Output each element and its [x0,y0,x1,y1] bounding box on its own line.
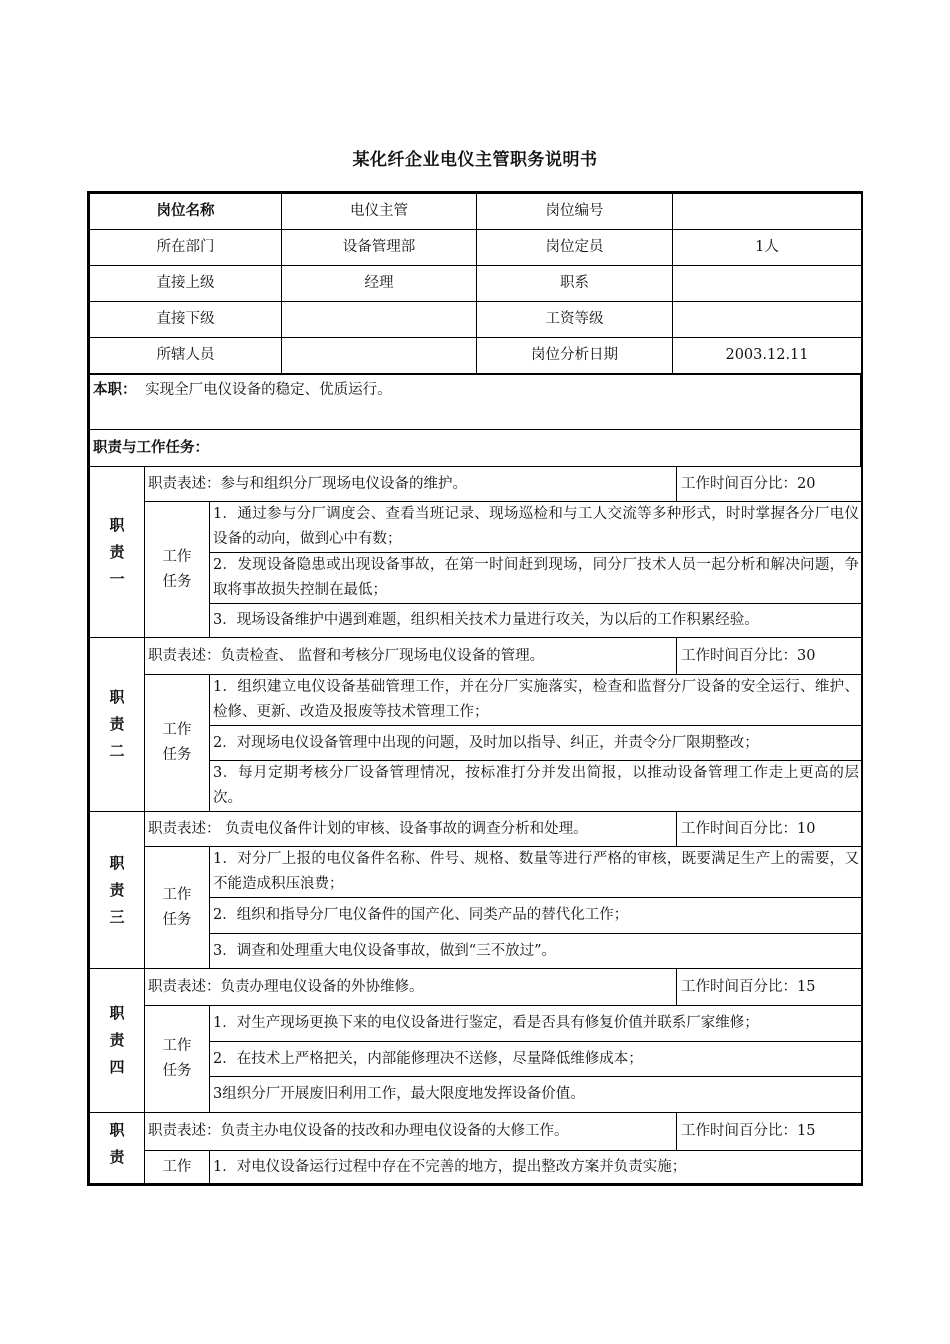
info-value: 经理 [282,266,477,302]
task-row [90,847,862,898]
task-row [90,502,862,553]
info-value [673,194,862,230]
task-item: 1．通过参与分厂调度会、查看当班记录、现场巡检和与工人交流等多种形式，时时掌握各分厂电仪设备的动向，做到心中有数； [210,502,862,553]
info-row [90,302,862,338]
task-label: 工作 任务 [145,675,210,812]
benzhi-label: 本职： [93,382,137,398]
job-description-table [87,191,863,1186]
info-value [673,266,862,302]
task-row [90,1151,862,1184]
info-label: 工资等级 [477,302,673,338]
info-row [90,338,862,374]
info-label: 直接上级 [90,266,282,302]
duty-percentage: 工作时间百分比：20 [677,467,862,502]
task-label: 工作 任务 [145,847,210,969]
info-label: 岗位分析日期 [477,338,673,374]
task-item: 3．调查和处理重大电仪设备事故，做到“三不放过”。 [210,934,862,969]
info-value: 电仪主管 [282,194,477,230]
duty-description: 职责表述：参与和组织分厂现场电仪设备的维护。 [145,467,677,502]
info-value [282,338,477,374]
benzhi-table [89,373,861,467]
task-item: 2．发现设备隐患或出现设备事故，在第一时间赶到现场，同分厂技术人员一起分析和解决问题，争取将事故损失控制在最低； [210,553,862,604]
task-label: 工作 任务 [145,1006,210,1113]
info-value [673,302,862,338]
task-item: 1．对分厂上报的电仪备件名称、件号、规格、数量等进行严格的审核，既要满足生产上的需要，又不能造成积压浪费； [210,847,862,898]
info-row [90,194,862,230]
info-label: 直接下级 [90,302,282,338]
task-item: 1．对电仪设备运行过程中存在不完善的地方，提出整改方案并负责实施； [210,1151,862,1184]
duties-table [89,466,862,1184]
info-label: 岗位名称 [90,194,282,230]
duty-percentage: 工作时间百分比：15 [677,969,862,1006]
info-value: 设备管理部 [282,230,477,266]
info-value [282,302,477,338]
task-item: 3．现场设备维护中遇到难题，组织相关技术力量进行攻关，为以后的工作积累经验。 [210,604,862,638]
duty-description: 职责表述：负责办理电仪设备的外协维修。 [145,969,677,1006]
duty-label: 职 责 四 [90,969,145,1113]
document-title: 某化纤企业电仪主管职务说明书 [352,150,598,170]
duty-label: 职 责 一 [90,467,145,638]
task-item: 2．对现场电仪设备管理中出现的问题，及时加以指导、纠正，并责令分厂限期整改； [210,726,862,761]
task-item: 1．组织建立电仪设备基础管理工作，并在分厂实施落实，检查和监督分厂设备的安全运行、维护、检修、更新、改造及报废等技术管理工作； [210,675,862,726]
duty-label: 职 责 二 [90,638,145,812]
info-label: 职系 [477,266,673,302]
duty-percentage: 工作时间百分比：30 [677,638,862,675]
task-item: 1．对生产现场更换下来的电仪设备进行鉴定，看是否具有修复价值并联系厂家维修； [210,1006,862,1042]
info-row [90,266,862,302]
duty-row [90,1113,862,1151]
duty-label: 职 责 三 [90,812,145,969]
benzhi-text: 实现全厂电仪设备的稳定、优质运行。 [145,382,392,398]
duty-description: 职责表述：负责主办电仪设备的技改和办理电仪设备的大修工作。 [145,1113,677,1151]
duties-header: 职责与工作任务： [90,430,861,467]
info-value: 2003.12.11 [673,338,862,374]
info-label: 所在部门 [90,230,282,266]
task-row [90,675,862,726]
task-item: 3组织分厂开展废旧利用工作，最大限度地发挥设备价值。 [210,1077,862,1113]
task-item: 3．每月定期考核分厂设备管理情况，按标准打分并发出简报，以推动设备管理工作走上更高的层次。 [210,761,862,812]
basic-info-table [89,193,862,374]
duty-percentage: 工作时间百分比：10 [677,812,862,847]
duty-label: 职 责 [90,1113,145,1184]
info-label: 岗位编号 [477,194,673,230]
info-value: 1人 [673,230,862,266]
duty-row [90,969,862,1006]
duty-description: 职责表述：负责检查、 监督和考核分厂现场电仪设备的管理。 [145,638,677,675]
task-item: 2．在技术上严格把关，内部能修理决不送修，尽量降低维修成本； [210,1042,862,1077]
task-label: 工作 [145,1151,210,1184]
info-label: 所辖人员 [90,338,282,374]
task-row [90,1006,862,1042]
duty-percentage: 工作时间百分比：15 [677,1113,862,1151]
duty-row [90,638,862,675]
info-label: 岗位定员 [477,230,673,266]
duty-description: 职责表述： 负责电仪备件计划的审核、设备事故的调查分析和处理。 [145,812,677,847]
duty-row [90,812,862,847]
info-row [90,230,862,266]
task-item: 2．组织和指导分厂电仪备件的国产化、同类产品的替代化工作； [210,898,862,934]
duty-row [90,467,862,502]
task-label: 工作 任务 [145,502,210,638]
benzhi-cell [90,374,861,430]
